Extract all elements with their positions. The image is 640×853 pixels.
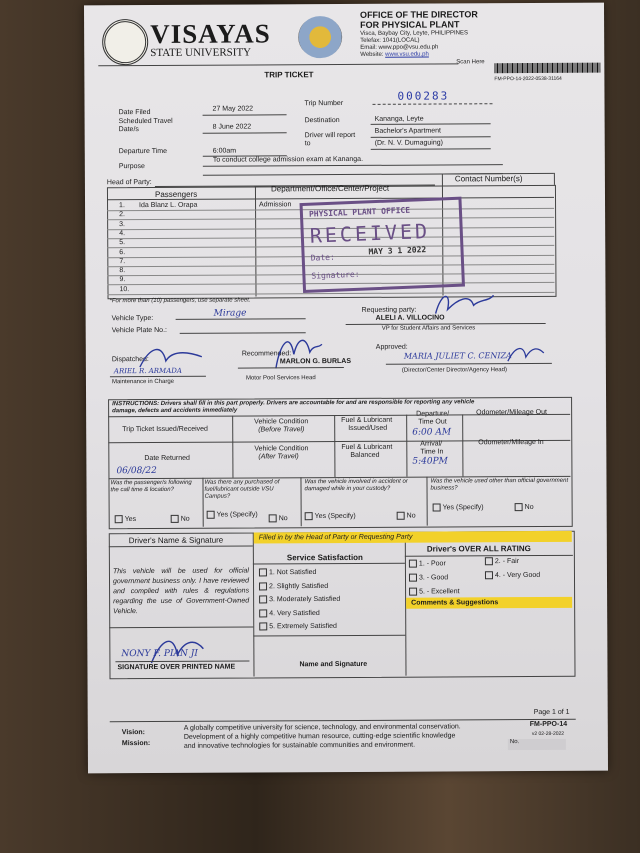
name-and-signature-label: Name and Signature: [299, 660, 368, 669]
fuel-balanced-label: Fuel & Lubricant: [341, 443, 393, 452]
service-satisfaction-option[interactable]: 1. Not Satisfied: [259, 568, 317, 576]
rating-option-checkbox[interactable]: [409, 560, 417, 568]
passenger-row-number: 7.: [119, 257, 126, 265]
date-returned-value: 06/08/22: [116, 465, 157, 477]
vehicle-condition-after-sub: (After Travel): [258, 453, 299, 461]
departure-label: Departure Time: [118, 147, 168, 156]
passenger-row-number: 8.: [119, 267, 126, 275]
instructions-text: INSTRUCTIONS: Drivers shall fill in this part properly. Drivers are accountable for and are responsible for reporting any vehicle: [112, 399, 475, 408]
rating-option[interactable]: 3. - Good: [409, 573, 448, 581]
vehicle-plate-label: Vehicle Plate No.:: [111, 326, 167, 335]
q2-no[interactable]: No: [269, 514, 288, 522]
travel-date-label2: Date/s: [118, 126, 139, 134]
q4-no-checkbox[interactable]: [515, 503, 523, 511]
stamp-date-label: Date:: [310, 252, 335, 263]
report-to-label2: to: [304, 140, 311, 148]
service-option-checkbox[interactable]: [259, 609, 267, 617]
office-telefax: Telefax: 1041(LOCAL): [360, 37, 420, 44]
departure-out-label2: Time Out: [418, 418, 447, 426]
requesting-title: VP for Student Affairs and Services: [381, 325, 476, 332]
fuel-issued-label2: Issued/Used: [348, 424, 388, 432]
requesting-party-label: Requesting party:: [361, 306, 417, 314]
q3-no-checkbox[interactable]: [397, 512, 405, 520]
vision-text: A globally competitive university for science, technology, and environmental conservation.: [183, 723, 461, 732]
trip-number-value: 000283: [397, 89, 450, 103]
q1-yes-checkbox[interactable]: [115, 515, 123, 523]
rating-option-checkbox[interactable]: [485, 571, 493, 579]
date-returned-label: Date Returned: [144, 454, 190, 463]
form-no-box: No.: [508, 739, 566, 750]
report-to-value1: Bachelor's Apartment: [374, 127, 442, 135]
university-subtitle: STATE UNIVERSITY: [150, 46, 252, 60]
mission-text: Development of a highly competitive human resource, cutting-edge scientific knowledge: [183, 732, 456, 741]
odometer-in-label: Odometer/Mileage In: [478, 438, 544, 447]
arrival-in-label2: Time In: [420, 448, 444, 456]
rating-option-checkbox[interactable]: [409, 588, 417, 596]
rating-option[interactable]: 4. - Very Good: [485, 571, 540, 579]
service-satisfaction-option[interactable]: 2. Slightly Satisfied: [259, 582, 328, 590]
received-stamp: [300, 197, 465, 293]
passenger-row-number: 9.: [119, 276, 126, 284]
signature-over-printed-name: SIGNATURE OVER PRINTED NAME: [117, 663, 236, 672]
question-other-use: Was the vehicle used other than official government business?: [430, 477, 569, 492]
overall-rating-header: Driver's OVER ALL RATING: [426, 544, 531, 554]
q3-yes[interactable]: Yes (Specify): [305, 512, 356, 520]
scan-here-label: Scan Here: [456, 59, 485, 66]
comments-header: Comments & Suggestions: [411, 599, 499, 607]
departure-out-value: 6:00 AM: [412, 427, 452, 438]
university-name: VISAYAS: [150, 18, 271, 50]
service-option-checkbox[interactable]: [259, 582, 267, 590]
purpose-value: To conduct college admission exam at Kananga.: [212, 155, 364, 164]
service-option-checkbox[interactable]: [259, 568, 267, 576]
q2-yes[interactable]: Yes (Specify): [207, 510, 258, 518]
q2-yes-checkbox[interactable]: [207, 511, 215, 519]
stamp-signature-label: Signature:: [311, 269, 360, 281]
vsu-seal-logo: [102, 19, 148, 65]
form-number: FM-PPO-14: [529, 720, 568, 729]
trip-number-label: Trip Number: [304, 100, 344, 108]
q1-yes[interactable]: Yes: [115, 515, 136, 523]
passenger-name: Ida Blanz L. Orapa: [139, 201, 198, 210]
odometer-out-label: Odometer/Mileage Out: [476, 408, 547, 417]
service-satisfaction-option[interactable]: 4. Very Satisfied: [259, 609, 320, 617]
recommended-title: Motor Pool Services Head: [245, 375, 316, 382]
q1-no-checkbox[interactable]: [171, 515, 179, 523]
stamp-office: PHYSICAL PLANT OFFICE: [308, 205, 411, 219]
requesting-name: ALELI A. VILLOCINO: [375, 314, 445, 322]
q4-yes-checkbox[interactable]: [433, 504, 441, 512]
approved-name: MARIA JULIET C. CENIZA: [403, 351, 512, 361]
rating-option-checkbox[interactable]: [485, 557, 493, 565]
arrival-in-label: Arrival/: [420, 440, 443, 448]
passenger-row-number: 2.: [119, 211, 125, 219]
date-filed-label: Date Filed: [118, 109, 151, 117]
destination-label: Destination: [304, 117, 340, 125]
department-header: Department/Office/Center/Project: [270, 183, 390, 194]
stamp-received: RECEIVED: [309, 218, 431, 248]
driver-printed-name: NONY F. PIAN JI: [121, 648, 198, 660]
vision-label: Vision:: [121, 729, 146, 737]
passenger-row-number: 1.: [119, 202, 125, 210]
fuel-balanced-label2: Balanced: [350, 451, 380, 459]
travel-date-value: 8 June 2022: [212, 123, 252, 131]
instructions-text2: damage, defects and accidents immediately: [112, 407, 238, 415]
trip-ticket-paper: [84, 3, 608, 774]
q3-no[interactable]: No: [397, 512, 416, 520]
q2-no-checkbox[interactable]: [269, 514, 277, 522]
question-call-time: Was the passenger/s following the call time & location?: [110, 479, 192, 494]
arrival-in-value: 5:40PM: [412, 456, 448, 467]
passenger-row-number: 4.: [119, 230, 126, 238]
report-to-value2: (Dr. N. V. Dumaguing): [374, 139, 443, 147]
travel-date-label: Scheduled Travel: [118, 117, 173, 126]
passenger-note: *For more than (10) passengers, use separate sheet.: [109, 297, 251, 305]
mission-label: Mission:: [121, 740, 151, 748]
vehicle-type-value: Mirage: [213, 308, 247, 319]
destination-value: Kananga, Leyte: [374, 115, 424, 123]
passenger-department: Admission: [259, 201, 292, 209]
purpose-label: Purpose: [118, 163, 145, 171]
dispatched-title: Maintenance in Charge: [111, 378, 175, 386]
dispatched-name: ARIEL R. ARMADA: [113, 366, 182, 376]
contact-numbers-header: Contact Number(s): [454, 174, 523, 184]
report-to-label: Driver will report: [304, 131, 356, 140]
stamp-date: MAY 3 1 2022: [368, 245, 427, 257]
filled-by-header: Filled in by the Head of Party or Requesting Party: [258, 533, 413, 542]
vehicle-condition-before: Vehicle Condition: [254, 418, 309, 426]
departure-value: 6:00am: [212, 147, 237, 155]
driver-name-signature-header: Driver's Name & Signature: [128, 535, 224, 546]
passengers-header: Passengers: [154, 189, 198, 199]
office-email: Email: www.ppo@vsu.edu.ph: [360, 44, 439, 51]
question-accident: Was the vehicle involved in accident or damaged while in your custody?: [304, 478, 408, 493]
service-satisfaction-option[interactable]: 3. Moderately Satisfied: [259, 595, 340, 603]
page-number: Page 1 of 1: [533, 708, 570, 717]
q4-yes[interactable]: Yes (Specify): [433, 503, 484, 511]
vehicle-type-label: Vehicle Type:: [111, 315, 154, 323]
approved-title: (Director/Center Director/Agency Head): [401, 367, 507, 374]
rating-option[interactable]: 2. - Fair: [485, 557, 519, 565]
recommended-name: MARLON G. BURLAS: [279, 357, 352, 366]
q3-yes-checkbox[interactable]: [305, 512, 313, 520]
mission-text2: and innovative technologies for sustainable communities and environment.: [183, 741, 416, 750]
physical-plant-gear-logo: [298, 16, 342, 58]
form-version: v2 02-28-2022: [531, 730, 565, 738]
form-title: TRIP TICKET: [264, 70, 314, 80]
service-satisfaction-option[interactable]: 5. Extremely Satisfied: [259, 622, 337, 630]
passenger-row-number: 10.: [119, 285, 130, 293]
office-address: Visca, Baybay City, Leyte, PHILIPPINES: [360, 30, 468, 37]
question-fuel-purchase: Was there any purchased of fuel/lubricant outside VSU Campus?: [204, 479, 280, 500]
passenger-row-number: 6.: [119, 248, 126, 256]
office-website: Website: www.vsu.edu.ph: [360, 51, 429, 58]
q4-no[interactable]: No: [515, 503, 534, 511]
rating-option-checkbox[interactable]: [409, 574, 417, 582]
departure-out-label: Departure/: [416, 410, 450, 418]
barcode-number: FM-PPO-14-2022-0538-31164: [494, 75, 562, 83]
approved-label: Approved:: [375, 343, 408, 351]
barcode: [494, 63, 600, 74]
rating-option[interactable]: 5. - Excellent: [409, 587, 460, 595]
passenger-row-number: 5.: [119, 239, 126, 247]
driver-statement: This vehicle will be used for official government business only. I have reviewed and complied with rules & regulations regarding the use of Government-Owned Vehicle.: [112, 567, 250, 616]
date-filed-value: 27 May 2022: [212, 105, 254, 113]
passenger-row-number: 3.: [119, 220, 126, 228]
office-title-line2: FOR PHYSICAL PLANT: [360, 19, 460, 30]
service-option-checkbox[interactable]: [259, 595, 267, 603]
service-satisfaction-header: Service Satisfaction: [286, 552, 363, 563]
office-title-line1: OFFICE OF THE DIRECTOR: [360, 9, 478, 20]
rating-option[interactable]: 1. - Poor: [409, 559, 446, 567]
recommended-label: Recommended:: [241, 350, 292, 358]
issued-received-label: Trip Ticket Issued/Received: [122, 425, 208, 434]
vehicle-condition-before-sub: (Before Travel): [258, 426, 305, 434]
q1-no[interactable]: No: [171, 515, 190, 523]
head-of-party-label: Head of Party:: [106, 179, 152, 187]
dispatched-label: Dispatched:: [111, 356, 149, 364]
service-option-checkbox[interactable]: [259, 622, 267, 630]
fuel-issued-label: Fuel & Lubricant: [341, 416, 393, 425]
vehicle-condition-after: Vehicle Condition: [254, 445, 309, 453]
